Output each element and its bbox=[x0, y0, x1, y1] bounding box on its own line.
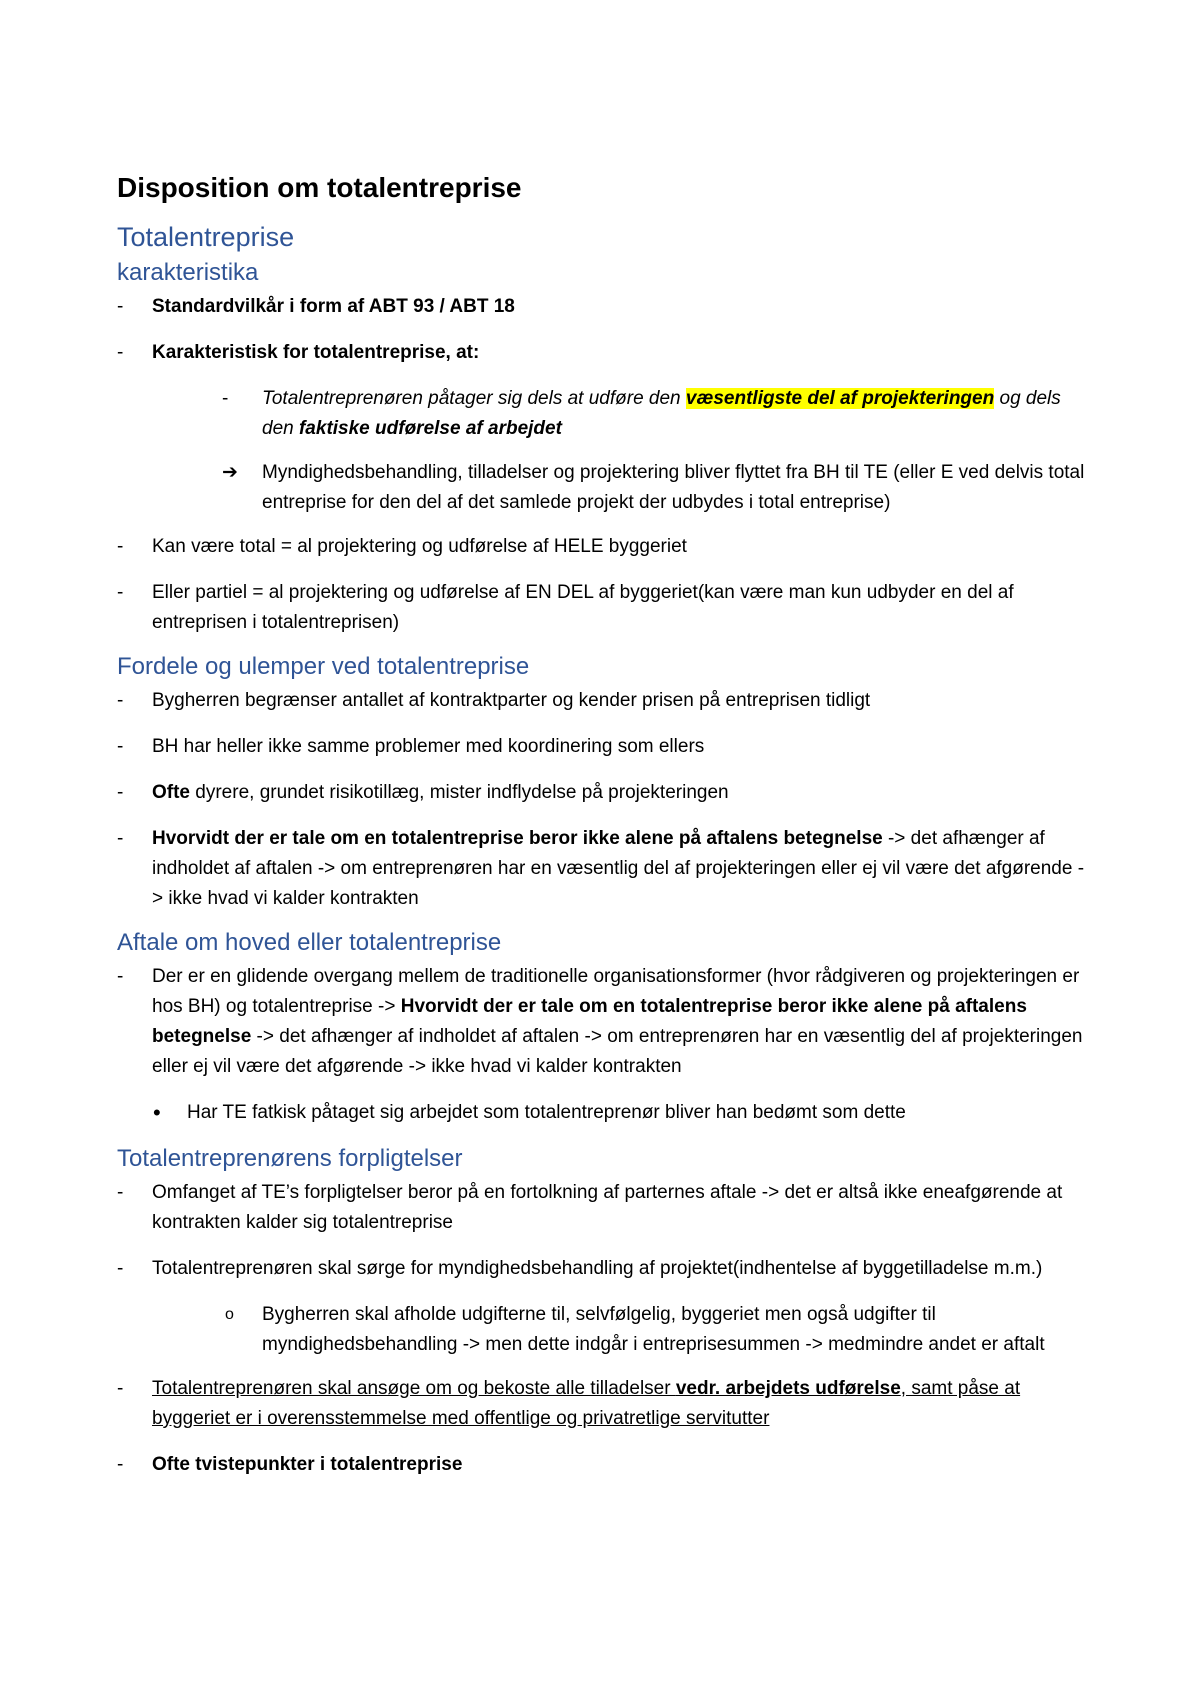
dash-marker: - bbox=[117, 782, 124, 803]
dash-marker: - bbox=[117, 296, 124, 317]
sub-list-item: ➔ Myndighedsbehandling, tilladelser og projektering bliver flyttet fra BH til TE (eller E ved delvis total entreprise for den del af det samlede projekt der udbydes i total entreprise) bbox=[117, 458, 1092, 518]
list-item: - Kan være total = al projektering og udførelse af HELE byggeriet bbox=[117, 532, 1092, 562]
dash-marker: - bbox=[117, 342, 124, 363]
dash-marker: - bbox=[117, 536, 124, 557]
underlined-text: Totalentreprenøren skal ansøge om og bekoste alle tilladelser vedr. arbejdets udførelse, samt påse at byggeriet er i overensstemmelse med offentlige og privatretlige servitutter bbox=[152, 1378, 1021, 1429]
dash-marker: - bbox=[117, 582, 124, 603]
list-item: - Standardvilkår i form af ABT 93 / ABT 18 bbox=[117, 292, 1092, 322]
dash-marker: - bbox=[117, 966, 124, 987]
dash-marker: - bbox=[117, 736, 124, 757]
list-item: - Ofte dyrere, grundet risikotillæg, mister indflydelse på projekteringen bbox=[117, 778, 1092, 808]
dash-marker: - bbox=[117, 1258, 124, 1279]
list-item: - Bygherren begrænser antallet af kontraktparter og kender prisen på entreprisen tidligt bbox=[117, 686, 1092, 716]
heading-aftale: Aftale om hoved eller totalentreprise bbox=[117, 929, 502, 956]
document-body bbox=[117, 168, 1092, 1496]
list-item: - Karakteristisk for totalentreprise, at: bbox=[117, 338, 1092, 368]
circle-bullet-icon: o bbox=[225, 1306, 234, 1323]
highlighted-text: væsentligste del af projekteringen bbox=[685, 388, 995, 409]
dash-marker: - bbox=[117, 690, 124, 711]
heading-fordele-ulemper: Fordele og ulemper ved totalentreprise bbox=[117, 653, 530, 680]
sub-list-item: - Totalentreprenøren påtager sig dels at udføre den væsentligste del af projekteringen og dels den faktiske udførelse af arbejdet bbox=[117, 384, 1092, 444]
arrow-icon: ➔ bbox=[222, 462, 238, 483]
dash-marker: - bbox=[117, 1378, 124, 1399]
list-item: - Totalentreprenøren skal sørge for myndighedsbehandling af projektet(indhentelse af byggetilladelse m.m.) bbox=[117, 1254, 1092, 1284]
dash-marker: - bbox=[222, 388, 229, 409]
list-item: - Omfanget af TE’s forpligtelser beror på en fortolkning af parternes aftale -> det er altså ikke eneafgørende at kontrakten kalder sig totalentreprise bbox=[117, 1178, 1092, 1238]
list-item: - Hvorvidt der er tale om en totalentreprise beror ikke alene på aftalens betegnelse -> det afhænger af indholdet af aftalen -> om entreprenøren har en væsentlig del af projekteringen eller ej vil være det afgørende -> ikke hvad vi kalder kontrakten bbox=[117, 824, 1092, 914]
heading-forpligtelser: Totalentreprenørens forpligtelser bbox=[117, 1145, 463, 1172]
dash-marker: - bbox=[117, 828, 124, 849]
document-title: Disposition om totalentreprise bbox=[117, 172, 522, 203]
bullet-icon: • bbox=[153, 1100, 161, 1125]
list-item: - Ofte tvistepunkter i totalentreprise bbox=[117, 1450, 1092, 1480]
sub-list-item: o Bygherren skal afholde udgifterne til, selvfølgelig, byggeriet men også udgifter til myndighedsbehandling -> men dette indgår i entreprisesummen -> medmindre andet er aftalt bbox=[117, 1300, 1092, 1360]
heading-totalentreprise: Totalentreprise bbox=[117, 222, 295, 252]
list-item: - BH har heller ikke samme problemer med koordinering som ellers bbox=[117, 732, 1092, 762]
list-item: - Eller partiel = al projektering og udførelse af EN DEL af byggeriet(kan være man kun udbyder en del af entreprisen i totalentreprisen) bbox=[117, 578, 1092, 638]
list-item bbox=[117, 1374, 1092, 1434]
subheading-karakteristika: karakteristika bbox=[117, 259, 259, 286]
dash-marker: - bbox=[117, 1454, 124, 1475]
list-item: - Der er en glidende overgang mellem de traditionelle organisationsformer (hvor rådgiveren og projekteringen er hos BH) og totalentreprise -> Hvorvidt der er tale om en totalentreprise beror ikke alene på aftalens betegnelse -> det afhænger af indholdet af aftalen -> om entreprenøren har en væsentlig del af projekteringen eller ej vil være det afgørende -> ikke hvad vi kalder kontrakten bbox=[117, 962, 1092, 1082]
bullet-item: • Har TE fatkisk påtaget sig arbejdet som totalentreprenør bliver han bedømt som dette bbox=[117, 1098, 1092, 1128]
dash-marker: - bbox=[117, 1182, 124, 1203]
